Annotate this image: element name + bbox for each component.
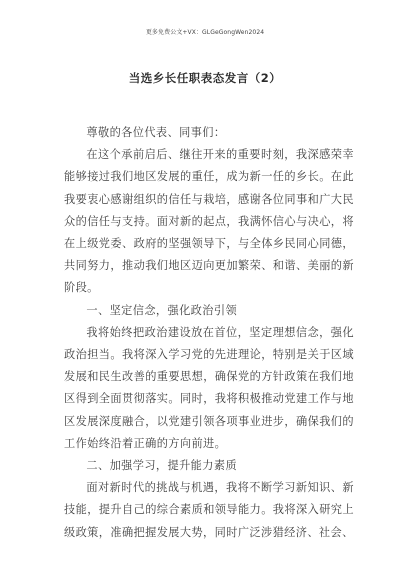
paragraph-section-2: 面对新时代的挑战与机遇，我将不断学习新知识、新技能，提升自己的综合素质和领导能力。我将深入研究上级政策，准确把握发展大势，同时广泛涉猎经济、社会、 [64, 481, 354, 539]
salutation: 尊敬的各位代表、同事们： [86, 126, 226, 139]
header-note: 更多免费公文+VX：GLGeGongWen2024 [145, 29, 265, 36]
section-heading-2: 二、加强学习，提升能力素质 [86, 459, 238, 473]
document-body [64, 122, 354, 544]
paragraph-opening: 在这个承前启后、继往开来的重要时刻，我深感荣幸能够接过我们地区发展的重任，成为新一任的乡长。在此我要衷心感谢组织的信任与栽培，感谢各位同事和广大民众的信任与支持。面对新的起点，我满怀信心与决心，将在上级党委、政府的坚强领导下，与全体乡民同心同德，共同努力，推动我们地区迈向更加繁荣、和谐、美丽的新阶段。 [64, 148, 354, 295]
document-title: 当选乡长任职表态发言（2） [128, 71, 282, 85]
paragraph-section-1: 我将始终把政治建设放在首位，坚定理想信念，强化政治担当。我将深入学习党的先进理论，特别是关于区域发展和民生改善的重要思想，确保党的方针政策在我们地区得到全面贯彻落实。同时，我将积极推动党建工作与地区发展深度融合，以党建引领各项事业进步，确保我们的工作始终沿着正确的方向前进。 [64, 325, 354, 450]
section-heading-1: 一、坚定信念，强化政治引领 [86, 303, 238, 317]
